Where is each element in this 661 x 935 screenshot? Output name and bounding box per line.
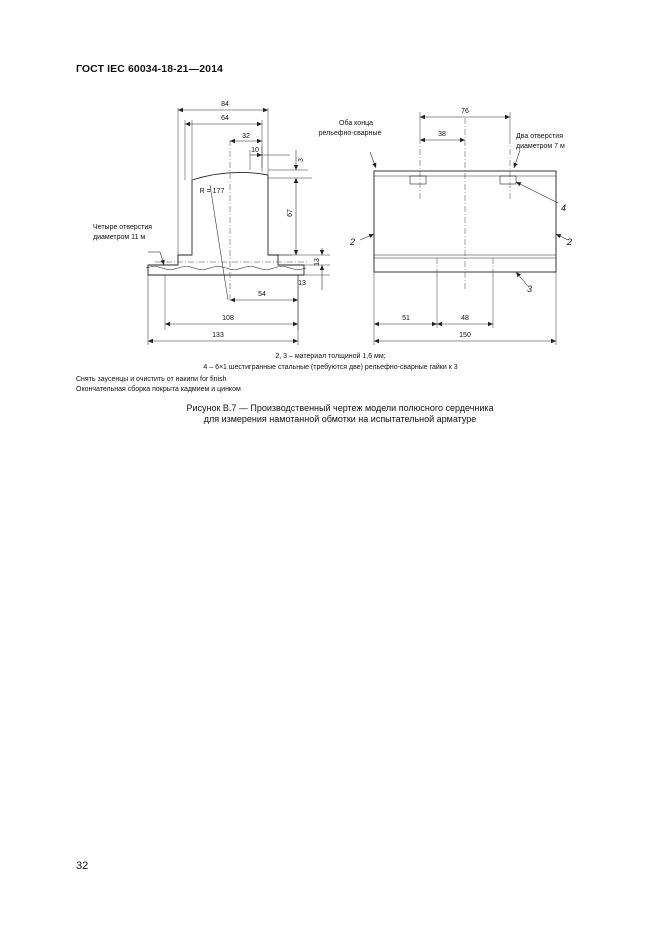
dim-51: 51	[402, 315, 410, 322]
dim-10: 10	[251, 147, 259, 154]
right-holes-note-line2: диаметром 7 м	[516, 143, 565, 150]
dim-13-horizontal: 13	[298, 280, 306, 287]
dim-84: 84	[221, 101, 229, 108]
dim-67: 67	[287, 209, 294, 217]
figure-caption-line2: для измерения намотанной обмотки на испытательной арматуре	[203, 414, 477, 424]
dim-54: 54	[258, 291, 266, 298]
note-deburr: Снять заусенцы и очистить от накипи for finish	[76, 376, 227, 383]
dim-13-vertical: 13	[314, 258, 321, 266]
right-holes-note-line1: Два отверстия	[516, 133, 563, 140]
page-number: 32	[76, 860, 89, 872]
callout-2-left: 2	[350, 237, 356, 247]
left-extension-lines	[165, 108, 330, 330]
dim-38: 38	[438, 131, 446, 138]
ends-note-line1: Оба конца	[339, 120, 373, 127]
dim-48: 48	[461, 315, 469, 322]
dim-32: 32	[242, 133, 250, 140]
left-dimension-lines	[148, 110, 322, 341]
weld-nut-right	[500, 176, 516, 184]
holes-note-line1: Четыре отверстия	[93, 224, 153, 231]
dim-64: 64	[221, 115, 229, 122]
callout-4: 4	[561, 203, 567, 213]
note-nuts: 4 – 6×1 шестигранные стальные (требуются две) рельефно-сварные гайки к 3	[203, 364, 458, 371]
holes-note-line2: диаметром 11 м	[93, 234, 146, 241]
dim-150: 150	[459, 332, 471, 339]
note-material: 2, 3 – материал толщиной 1,6 мм;	[275, 353, 386, 360]
figure-caption-line1: Рисунок В.7 — Производственный чертеж модели полюсного сердечника	[186, 403, 494, 413]
right-dimension-values	[402, 108, 471, 339]
dim-76: 76	[461, 108, 469, 115]
weld-nut-left	[410, 176, 426, 184]
callout-3: 3	[527, 284, 533, 294]
right-centerlines	[420, 118, 510, 290]
dim-3: 3	[298, 158, 305, 162]
document-code-header: ГОСТ IEC 60034-18-21—2014	[76, 63, 223, 75]
note-finish: Окончательная сборка покрыта кадмием и цинком	[76, 386, 241, 393]
radius-label: R = 177	[199, 188, 225, 195]
left-dimension-values	[200, 101, 321, 339]
dim-133: 133	[212, 332, 224, 339]
ends-note-line2: рельефно-сварные	[318, 130, 382, 137]
callout-2-right: 2	[567, 237, 573, 247]
dim-108: 108	[222, 315, 234, 322]
right-dimension-lines	[360, 117, 568, 341]
left-holes-note	[93, 224, 152, 241]
part-callouts	[349, 203, 572, 294]
